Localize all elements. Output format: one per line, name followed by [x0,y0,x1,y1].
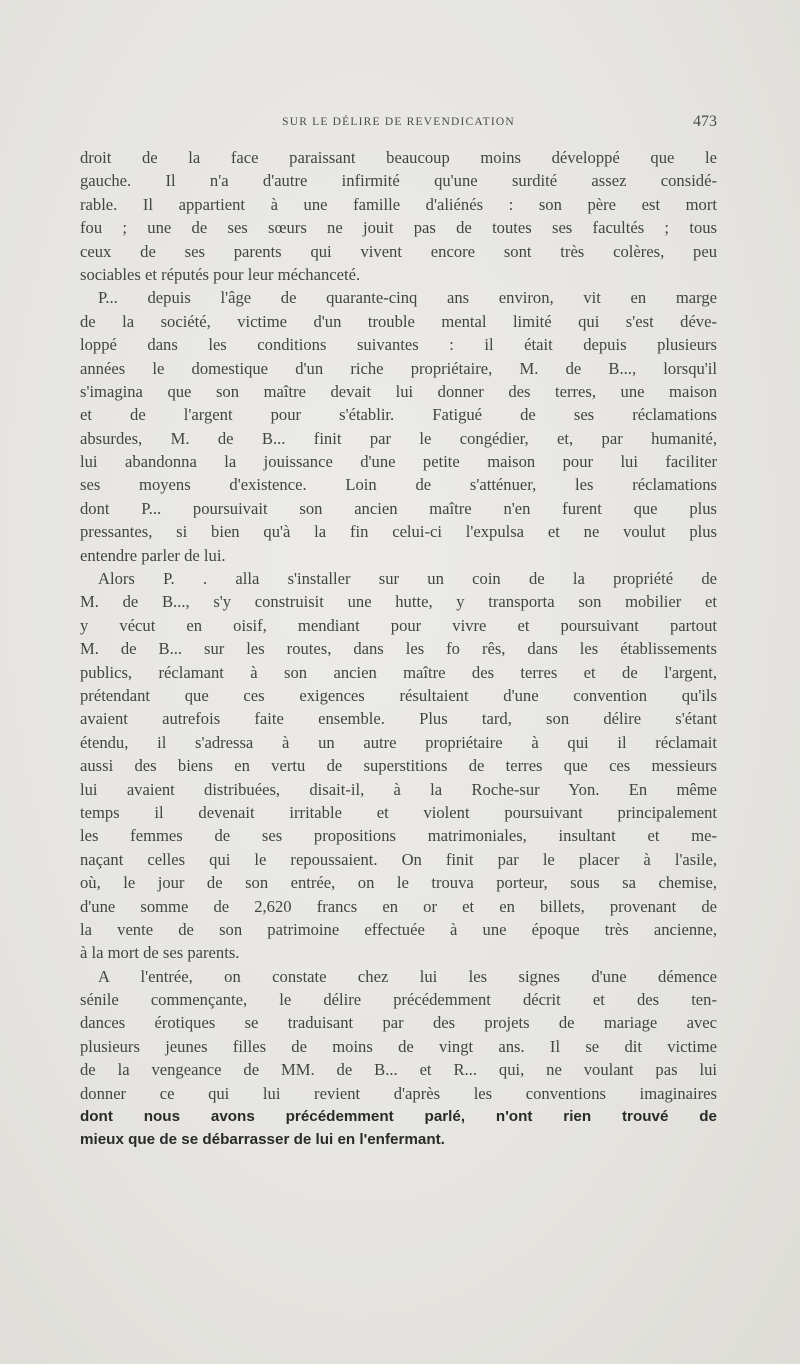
text-line: dances érotiques se traduisant par des projets de mariage avec [80,1013,717,1033]
text-line: années le domestique d'un riche propriétaire, M. de B..., lorsqu'il [80,358,717,378]
text-line: entendre parler de lui. [80,545,226,565]
text-line: fou ; une de ses sœurs ne jouit pas de toutes ses facultés ; tous [80,218,717,238]
text-line: sociables et réputés pour leur méchanceté. [80,264,361,284]
text-line: plusieurs jeunes filles de moins de vingt ans. Il se dit victime [80,1036,717,1056]
text-line: y vécut en oisif, mendiant pour vivre et poursuivant partout [80,615,717,635]
text-line: d'une somme de 2,620 francs en or et en billets, provenant de [80,896,717,916]
text-line: sénile commençante, le délire précédemment décrit et des ten- [80,990,717,1010]
text-line: rable. Il appartient à une famille d'aliénés : son père est mort [80,194,717,214]
text-line: lui avaient distribuées, disait-il, à la Roche-sur Yon. En même [80,779,717,799]
text-line: ceux de ses parents qui vivent encore sont très colères, peu [80,241,717,261]
text-line: et de l'argent pour s'établir. Fatigué de ses réclamations [80,405,717,425]
text-line: où, le jour de son entrée, on le trouva porteur, sous sa chemise, [80,873,717,893]
running-title: SUR LE DÉLIRE DE REVENDICATION [282,116,515,128]
text-line: dont P... poursuivait son ancien maître n'en furent que plus [80,498,717,518]
text-line: lui abandonna la jouissance d'une petite maison pour lui faciliter [80,452,717,472]
text-line: A l'entrée, on constate chez lui les signes d'une démence [98,966,717,986]
text-line: temps il devenait irritable et violent poursuivant principalement [80,802,717,822]
text-line: naçant celles qui le repoussaient. On finit par le placer à l'asile, [80,849,717,869]
text-line: droit de la face paraissant beaucoup moins développé que le [80,148,717,167]
text-line: publics, réclamant à son ancien maître des terres et de l'argent, [80,662,717,682]
text-line: s'imagina que son maître devait lui donner des terres, une maison [80,381,717,401]
text-line: P... depuis l'âge de quarante-cinq ans environ, vit en marge [98,288,717,308]
text-line: de la société, victime d'un trouble mental limité qui s'est déve- [80,311,717,331]
text-line: mieux que de se débarrasser de lui en l'enfermant. [80,1131,445,1149]
page-number: 473 [693,113,717,130]
text-line: ses moyens d'existence. Loin de s'atténuer, les réclamations [80,475,717,495]
text-line: absurdes, M. de B... finit par le congédier, et, par humanité, [80,428,717,448]
body-text [80,146,717,1152]
text-line: prétendant que ces exigences résultaient d'une convention qu'ils [80,685,717,705]
text-line: loppé dans les conditions suivantes : il était depuis plusieurs [80,335,717,355]
text-line: M. de B... sur les routes, dans les fo rês, dans les établissements [80,639,717,659]
text-line: la vente de son patrimoine effectuée à une époque très ancienne, [80,919,717,939]
text-line: étendu, il s'adressa à un autre propriétaire à qui il réclamait [80,732,717,752]
text-line: dont nous avons précédemment parlé, n'ont rien trouvé de [80,1108,717,1126]
text-line: gauche. Il n'a d'autre infirmité qu'une surdité assez considé- [80,171,717,191]
text-line: les femmes de ses propositions matrimoniales, insultant et me- [80,826,717,846]
text-line: aussi des biens en vertu de superstitions de terres que ces messieurs [80,756,717,776]
text-line: de la vengeance de MM. de B... et R... qui, ne voulant pas lui [80,1060,717,1080]
text-line: M. de B..., s'y construisit une hutte, y transporta son mobilier et [80,592,717,612]
text-line: avaient autrefois faite ensemble. Plus tard, son délire s'étant [80,709,717,729]
text-line: Alors P. . alla s'installer sur un coin de la propriété de [98,569,717,589]
page-header [80,113,717,136]
text-line: pressantes, si bien qu'à la fin celui-ci l'expulsa et ne voulut plus [80,522,717,542]
text-line: à la mort de ses parents. [80,943,240,963]
text-line: donner ce qui lui revient d'après les conventions imaginaires [80,1083,717,1103]
